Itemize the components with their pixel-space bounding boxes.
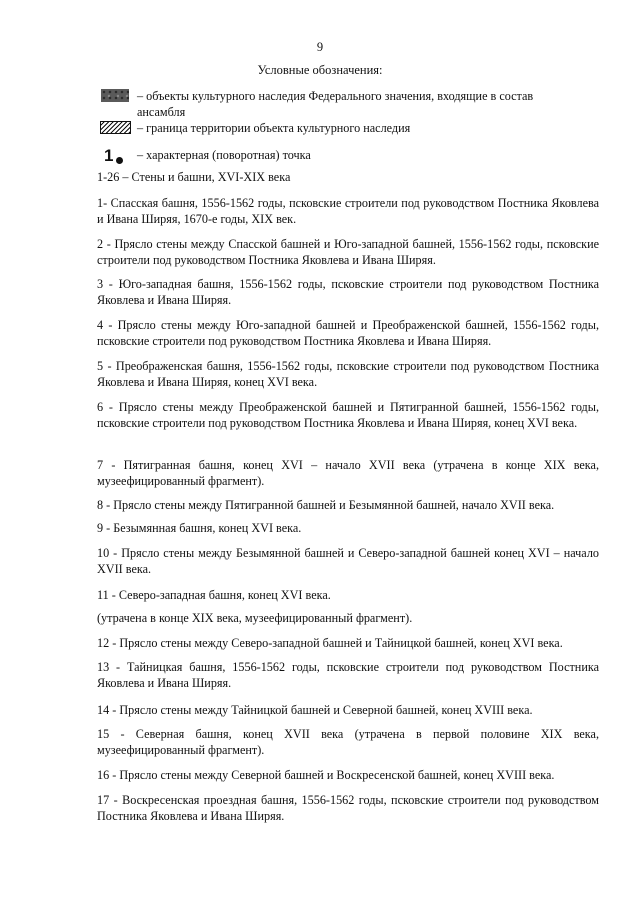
- list-item: 6 - Прясло стены между Преображенской башней и Пятигранной башней, 1556-1562 годы, псковские строители под руководством Постника Яковлева и Ивана Ширяя, конец XVI века.: [97, 400, 599, 430]
- list-item: (утрачена в конце XIX века, музеефицированный фрагмент).: [97, 611, 413, 625]
- legend-title: Условные обозначения:: [257, 63, 383, 77]
- list-item: 2 - Прясло стены между Спасской башней и Юго-западной башней, 1556-1562 годы, псковские строители под руководством Постника Яковлева и Ивана Ширяя.: [97, 237, 599, 267]
- list-item: 8 - Прясло стены между Пятигранной башней и Безымянной башней, начало XVII века.: [97, 498, 555, 512]
- section-heading: 1-26 – Стены и башни, XVI-XIX века: [97, 170, 291, 184]
- point-dot-icon: [116, 157, 123, 164]
- list-item: 16 - Прясло стены между Северной башней и Воскресенской башней, конец XVIII века.: [97, 768, 555, 782]
- list-item: 3 - Юго-западная башня, 1556-1562 годы, псковские строители под руководством Постника Яковлева и Ивана Ширяя.: [97, 277, 599, 307]
- legend-characteristic-point: – характерная (поворотная) точка: [137, 148, 311, 162]
- list-item: 1- Спасская башня, 1556-1562 годы, псковские строители под руководством Постника Яковлева и Ивана Ширяя, 1670-е годы, XIX век.: [97, 196, 599, 226]
- list-item: 13 - Тайницкая башня, 1556-1562 годы, псковские строители под руководством Постника Яковлева и Ивана Ширяя.: [97, 660, 599, 690]
- point-symbol-number: 1: [104, 146, 114, 165]
- list-item: 15 - Северная башня, конец XVII века (утрачена в первой половине XIX века, музеефицированный фрагмент).: [97, 727, 599, 757]
- federal-object-symbol-icon: [101, 89, 129, 102]
- list-item: 17 - Воскресенская проездная башня, 1556-1562 годы, псковские строители под руководством Постника Яковлева и Ивана Ширяя.: [97, 793, 599, 823]
- list-item: 11 - Северо-западная башня, конец XVI века.: [97, 588, 331, 602]
- legend-territory-border: – граница территории объекта культурного наследия: [137, 121, 411, 135]
- territory-border-symbol-icon: [100, 121, 131, 134]
- page-number: 9: [316, 40, 324, 54]
- list-item: 14 - Прясло стены между Тайницкой башней и Северной башней, конец XVIII века.: [97, 703, 533, 717]
- list-item: 9 - Безымянная башня, конец XVI века.: [97, 521, 302, 535]
- list-item: 12 - Прясло стены между Северо-западной башней и Тайницкой башней, конец XVI века.: [97, 636, 563, 650]
- list-item: 5 - Преображенская башня, 1556-1562 годы, псковские строители под руководством Постника Яковлева и Ивана Ширяя, конец XVI века.: [97, 359, 599, 389]
- list-item: 4 - Прясло стены между Юго-западной башней и Преображенской башней, 1556-1562 годы, псковские строители под руководством Постника Яковлева и Ивана Ширяя.: [97, 318, 599, 348]
- legend-federal-objects: – объекты культурного наследия Федерального значения, входящие в состав ансамбля: [137, 89, 534, 119]
- numbered-point-icon: [104, 148, 126, 168]
- list-item: 10 - Прясло стены между Безымянной башней и Северо-западной башней конец XVI – начало XVII века.: [97, 546, 599, 576]
- list-item: 7 - Пятигранная башня, конец XVI – начало XVII века (утрачена в конце XIX века, музеефицированный фрагмент).: [97, 458, 599, 488]
